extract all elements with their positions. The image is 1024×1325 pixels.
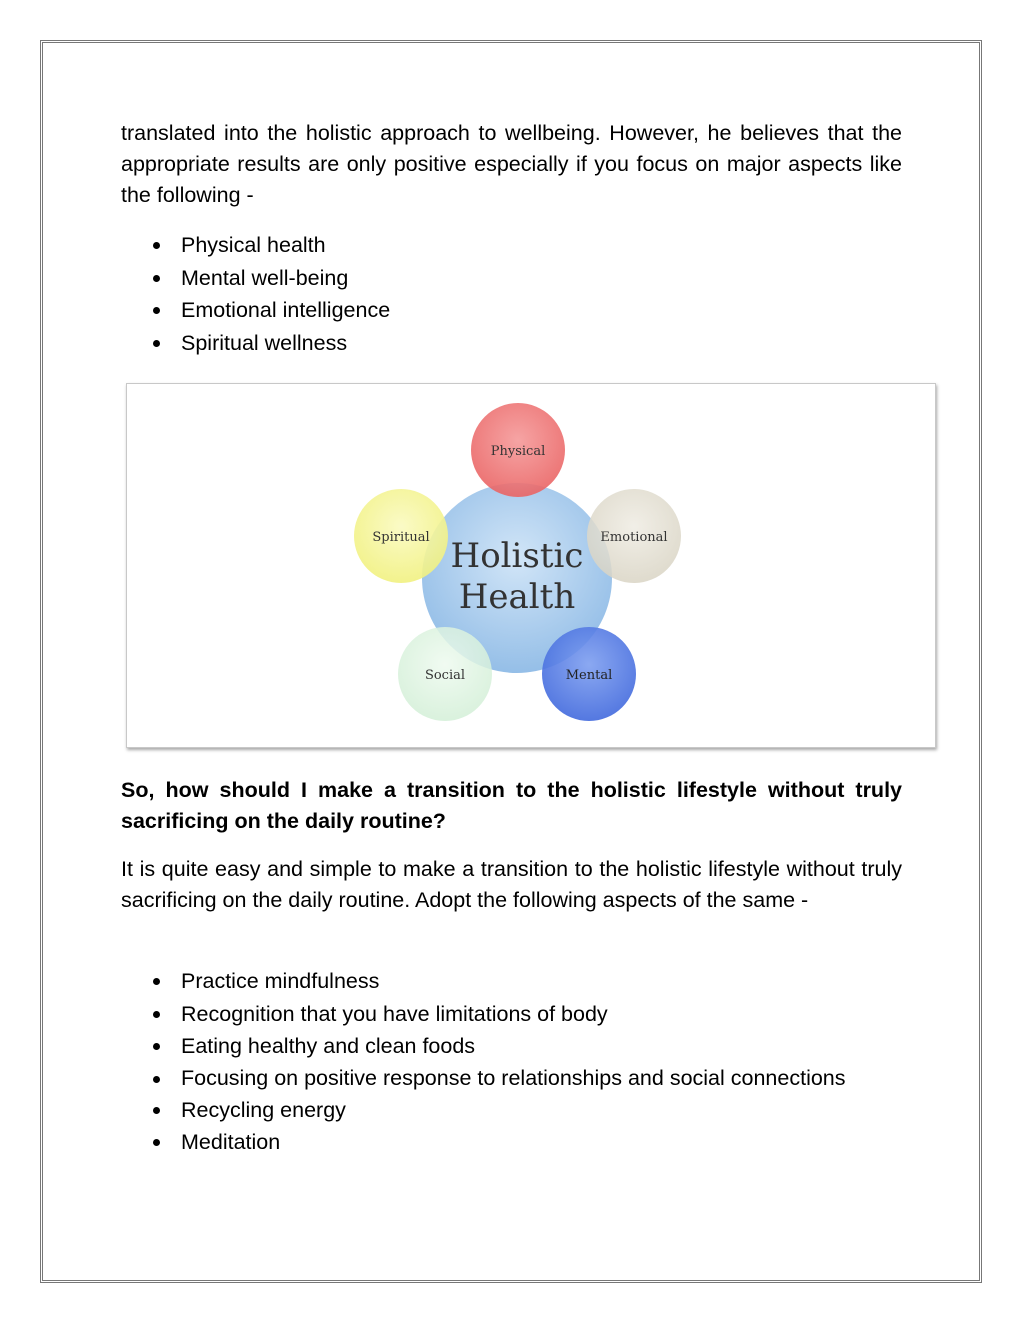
center-label-line1: Holistic [450, 536, 584, 576]
spiritual-label: Spiritual [372, 530, 430, 545]
social-label: Social [424, 668, 466, 683]
list-item: Emotional intelligence [121, 294, 902, 327]
list-item: Recycling energy [121, 1094, 902, 1127]
list-item: Mental well-being [121, 262, 902, 295]
list-item: Practice mindfulness [121, 965, 902, 998]
transition-paragraph: It is quite easy and simple to make a transition to the holistic lifestyle without truly sacrificing on the daily routine. Adopt the following aspects of the same - [121, 857, 902, 912]
transition-section [121, 854, 902, 916]
emotional-label: Emotional [600, 530, 668, 545]
list-item: Focusing on positive response to relationships and social connections [121, 1063, 902, 1094]
aspects-list [121, 229, 902, 359]
steps-section [121, 965, 902, 1159]
physical-label: Physical [490, 444, 546, 459]
heading-text: So, how should I make a transition to the holistic lifestyle without truly sacrificing on the daily routine? [121, 778, 902, 833]
intro-paragraph: translated into the holistic approach to wellbeing. However, he believes that the appropriate results are only positive especially if you focus on major aspects like the following - [121, 121, 902, 207]
list-item: Recognition that you have limitations of body [121, 998, 902, 1031]
steps-list [121, 965, 902, 1159]
mental-label: Mental [565, 668, 613, 683]
list-item: Physical health [121, 229, 902, 262]
center-label-line2: Health [458, 577, 576, 617]
holistic-health-diagram [126, 383, 936, 748]
section-heading [121, 775, 902, 837]
intro-section [121, 118, 902, 359]
list-item: Eating healthy and clean foods [121, 1030, 902, 1063]
list-item: Meditation [121, 1126, 902, 1159]
list-item: Spiritual wellness [121, 327, 902, 360]
